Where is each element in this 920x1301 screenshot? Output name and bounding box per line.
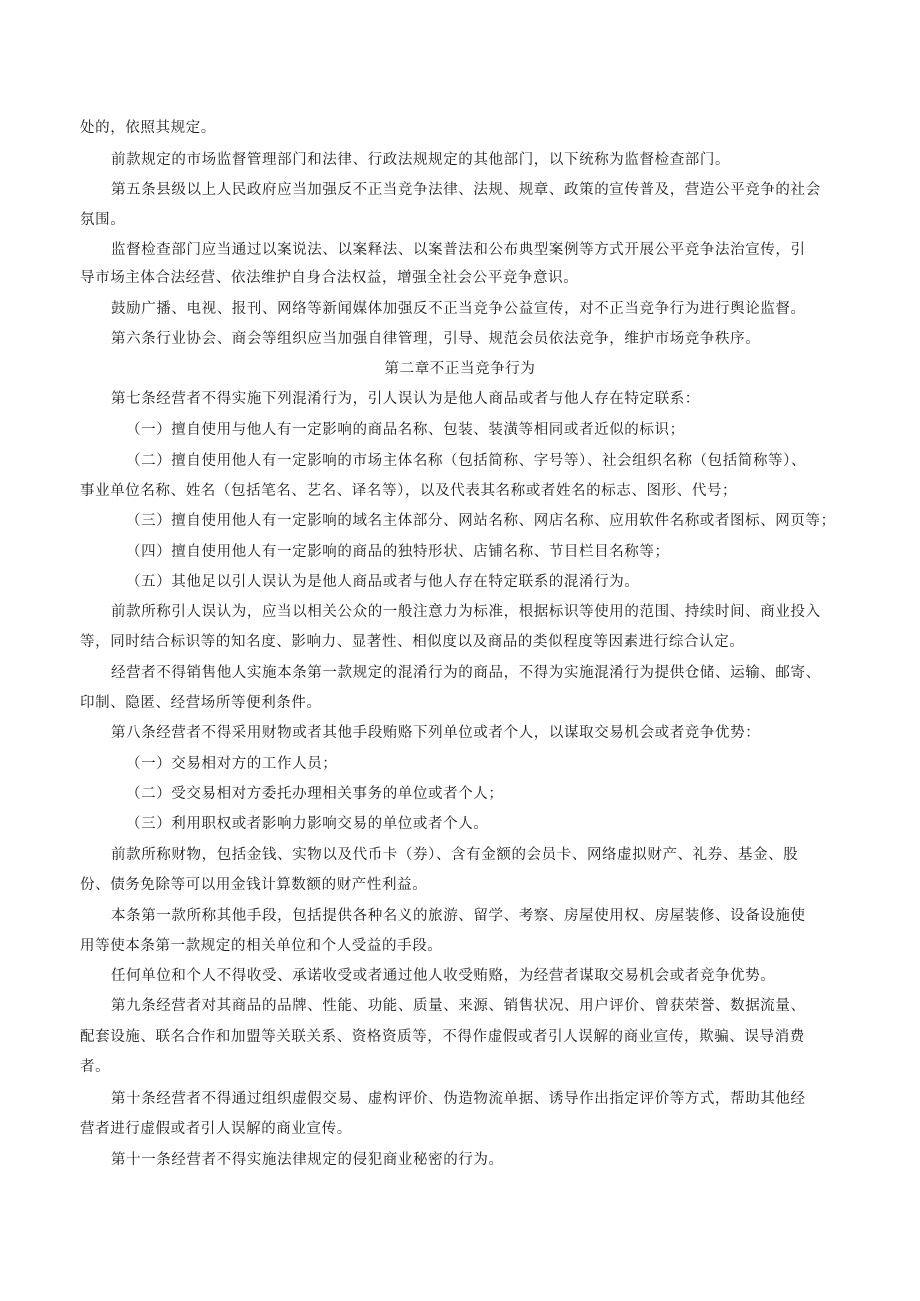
paragraph-line: 第七条经营者不得实施下列混淆行为，引人误认为是他人商品或者与他人存在特定联系：	[111, 391, 700, 407]
paragraph-line: 前款所称引人误认为，应当以相关公众的一般注意力为标准，根据标识等使用的范围、持续时间、商业投入	[111, 604, 821, 620]
paragraph-line: 第八条经营者不得采用财物或者其他手段贿赂下列单位或者个人，以谋取交易机会或者竞争优势：	[111, 725, 761, 741]
paragraph-line: 前款所称财物，包括金钱、实物以及代币卡（券）、含有金额的会员卡、网络虚拟财产、礼券、基金、股	[111, 847, 799, 863]
paragraph-line: 本条第一款所称其他手段，包括提供各种名义的旅游、留学、考察、房屋使用权、房屋装修、设备设施使	[111, 908, 806, 924]
paragraph-line: 第九条经营者对其商品的品牌、性能、功能、质量、来源、销售状况、用户评价、曾获荣誉、数据流量、	[111, 998, 806, 1014]
paragraph-line: 第十条经营者不得通过组织虚假交易、虚构评价、伪造物流单据、诱导作出指定评价等方式，帮助其他经	[111, 1091, 806, 1107]
paragraph-line: 份、债务免除等可以用金钱计算数额的财产性利益。	[80, 877, 428, 893]
paragraph-line: 处的，依照其规定。	[80, 120, 216, 136]
chapter-heading: 第二章不正当竞争行为	[384, 361, 536, 377]
list-item: （一）擅自使用与他人有一定影响的商品名称、包装、装潢等相同或者近似的标识；	[126, 422, 685, 438]
paragraph-line: 氛围。	[80, 212, 126, 228]
paragraph-line: 第十一条经营者不得实施法律规定的侵犯商业秘密的行为。	[111, 1152, 504, 1168]
paragraph-line: 配套设施、联名合作和加盟等关联关系、资格资质等，不得作虚假或者引人误解的商业宣传，欺骗、误导消费	[80, 1029, 805, 1045]
paragraph-line: 营者进行虚假或者引人误解的商业宣传。	[80, 1121, 352, 1137]
paragraph-line: 任何单位和个人不得收受、承诺收受或者通过他人收受贿赂，为经营者谋取交易机会或者竞争优势。	[111, 968, 776, 984]
paragraph-line: 用等使本条第一款规定的相关单位和个人受益的手段。	[80, 938, 443, 954]
list-item: （三）擅自使用他人有一定影响的域名主体部分、网站名称、网店名称、应用软件名称或者图标、网页等；	[126, 513, 836, 529]
list-item: （一）交易相对方的工作人员；	[126, 756, 338, 772]
paragraph-line: 经营者不得销售他人实施本条第一款规定的混淆行为的商品，不得为实施混淆行为提供仓储、运输、邮寄、	[111, 665, 821, 681]
paragraph-line: 等，同时结合标识等的知名度、影响力、显著性、相似度以及商品的类似程度等因素进行综合认定。	[80, 634, 745, 650]
paragraph-line: 第五条县级以上人民政府应当加强反不正当竞争法律、法规、规章、政策的宣传普及，营造公平竞争的社会	[111, 182, 821, 198]
list-item: （二）受交易相对方委托办理相关事务的单位或者个人；	[126, 786, 504, 802]
paragraph-line: 监督检查部门应当通过以案说法、以案释法、以案普法和公布典型案例等方式开展公平竞争法治宣传，引	[111, 242, 806, 258]
paragraph-line: 印制、隐匿、经营场所等便利条件。	[80, 695, 322, 711]
paragraph-line: 前款规定的市场监督管理部门和法律、行政法规规定的其他部门，以下统称为监督检查部门。	[111, 152, 731, 168]
list-item: （四）擅自使用他人有一定影响的商品的独特形状、店铺名称、节目栏目名称等；	[126, 544, 670, 560]
paragraph-line: 第六条行业协会、商会等组织应当加强自律管理，引导、规范会员依法竞争，维护市场竞争秩序。	[111, 331, 761, 347]
paragraph-line: 导市场主体合法经营、依法维护自身合法权益，增强全社会公平竞争意识。	[80, 270, 579, 286]
list-item: （二）擅自使用他人有一定影响的市场主体名称（包括简称、字号等）、社会组织名称（包括简称等）、	[126, 453, 807, 469]
paragraph-line: 事业单位名称、姓名（包括笔名、艺名、译名等），以及代表其名称或者姓名的标志、图形、代号；	[80, 483, 738, 499]
list-item: （五）其他足以引人误认为是他人商品或者与他人存在特定联系的混淆行为。	[126, 574, 640, 590]
paragraph-line: 者。	[80, 1059, 111, 1075]
paragraph-line: 鼓励广播、电视、报刊、网络等新闻媒体加强反不正当竞争公益宣传，对不正当竞争行为进行舆论监督。	[111, 301, 806, 317]
list-item: （三）利用职权或者影响力影响交易的单位或者个人。	[126, 816, 489, 832]
